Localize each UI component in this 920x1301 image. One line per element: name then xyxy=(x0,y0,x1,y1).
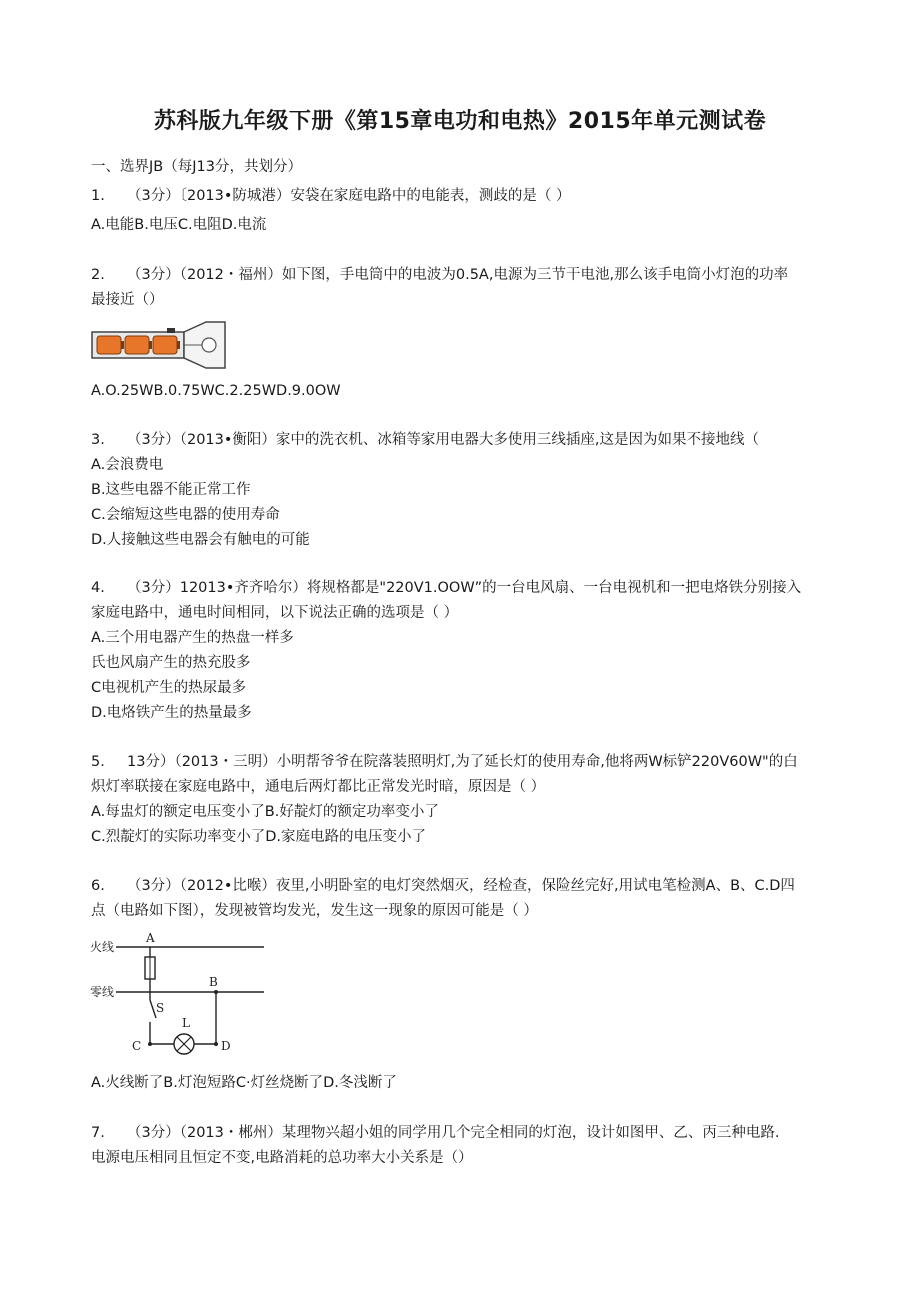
section-heading: 一、选界JB（每J13分，共划分） xyxy=(91,159,302,175)
live-wire-label: 火线 xyxy=(90,940,115,954)
question-stem: 13分）（2013・三明）小明帮爷爷在院落装照明灯,为了延长灯的使用寿命,他将两W标铲220V60W"的白 xyxy=(127,754,798,770)
question-stem: （3分）（2013・郴州）某理物兴超小姐的同学用几个完全相同的灯泡，设计如图甲、乙、丙三种电路. xyxy=(127,1125,780,1141)
question-7-stem-cont: 电源电压相同且恒定不变,电路消耗的总功率大小关系是（） xyxy=(91,1150,473,1166)
question-7 xyxy=(91,1123,779,1143)
question-number: 3. xyxy=(91,432,105,448)
question-stem: （3分）（2012・福州）如下图，手电筒中的电波为0.5A,电源为三节干电池,那么该手电筒小灯泡的功率 xyxy=(127,267,789,283)
point-a-label: A xyxy=(146,931,155,945)
question-3 xyxy=(91,430,759,450)
point-b-label: B xyxy=(209,975,218,989)
circuit-diagram xyxy=(88,928,268,1058)
point-c-label: C xyxy=(132,1039,142,1053)
question-number: 5. xyxy=(91,754,105,770)
question-number: 4. xyxy=(91,580,105,596)
question-stem: （3分）（2013•衡阳）家中的洗衣机、冰箱等家用电器大多使用三线插座,这是因为如果不接地线（ xyxy=(127,432,760,448)
question-2-stem-cont: 最接近（） xyxy=(91,292,164,308)
question-2 xyxy=(91,265,788,285)
question-6-options: A.火线断了B.灯泡短路C·灯丝烧断了D.冬浅断了 xyxy=(91,1075,397,1091)
question-number: 7. xyxy=(91,1125,105,1141)
question-6 xyxy=(91,876,795,896)
option-b: 氏也风扇产生的热充股多 xyxy=(91,655,251,671)
option-b: B.这些电器不能正常工作 xyxy=(91,482,251,498)
battery-3 xyxy=(153,336,177,354)
option-a: A.三个用电器产生的热盘一样多 xyxy=(91,630,294,646)
option-d: D.人接触这些电器会有触电的可能 xyxy=(91,532,310,548)
bulb xyxy=(202,338,216,352)
option-a: A.会浪费电 xyxy=(91,457,164,473)
point-d-label: D xyxy=(221,1039,231,1053)
question-5 xyxy=(91,752,798,772)
option-c: C.会缩短这些电器的使用寿命 xyxy=(91,507,280,523)
page-title: 苏科版九年级下册《第15章电功和电热》2015年单元测试卷 xyxy=(153,109,767,134)
question-stem: （3分）〔2013•防城港）安袋在家庭电路中的电能表，测歧的是（ ） xyxy=(127,188,571,204)
question-stem: （3分）（2012•比喉）夜里,小明卧室的电灯突然烟灭，经检查，保险丝完好,用试电笔检测A、B、C.D四 xyxy=(127,878,795,894)
option-cd: C.烈靛灯的实际功率变小了D.家庭电路的电压变小了 xyxy=(91,829,427,845)
option-d: D.电烙铁产生的热量最多 xyxy=(91,705,252,721)
question-number: 1. xyxy=(91,188,105,204)
lamp-label: L xyxy=(182,1016,190,1030)
flashlight-figure xyxy=(91,320,229,370)
neutral-wire-label: 零线 xyxy=(90,985,115,999)
question-2-options: A.O.25WB.0.75WC.2.25WD.9.0OW xyxy=(91,383,341,399)
option-ab: A.每盅灯的额定电压变小了B.好靛灯的额定功率变小了 xyxy=(91,804,439,820)
question-4 xyxy=(91,578,801,598)
battery-1 xyxy=(97,336,121,354)
question-number: 2. xyxy=(91,267,105,283)
battery-2 xyxy=(125,336,149,354)
switch-label: S xyxy=(156,1001,165,1015)
question-5-stem-cont: 炽灯率联接在家庭电路中，通电后两灯都比正常发光时暗，原因是（ ） xyxy=(91,779,546,795)
question-number: 6. xyxy=(91,878,105,894)
switch xyxy=(167,328,175,333)
question-6-stem-cont: 点（电路如下图），发现被管均发光，发生这一现象的原因可能是（ ） xyxy=(91,903,538,919)
question-stem: （3分）12013•齐齐哈尔）将规格都是"220V1.OOW”的一台电风扇、一台电视机和一把电烙铁分别接入 xyxy=(127,580,802,596)
question-4-stem-cont: 家庭电路中，通电时间相同，以下说法正确的选项是（ ） xyxy=(91,605,459,621)
question-1-options: A.电能B.电压C.电阻D.电流 xyxy=(91,217,267,233)
question-1 xyxy=(91,186,571,206)
option-c: C电视机产生的热尿最多 xyxy=(91,680,247,696)
